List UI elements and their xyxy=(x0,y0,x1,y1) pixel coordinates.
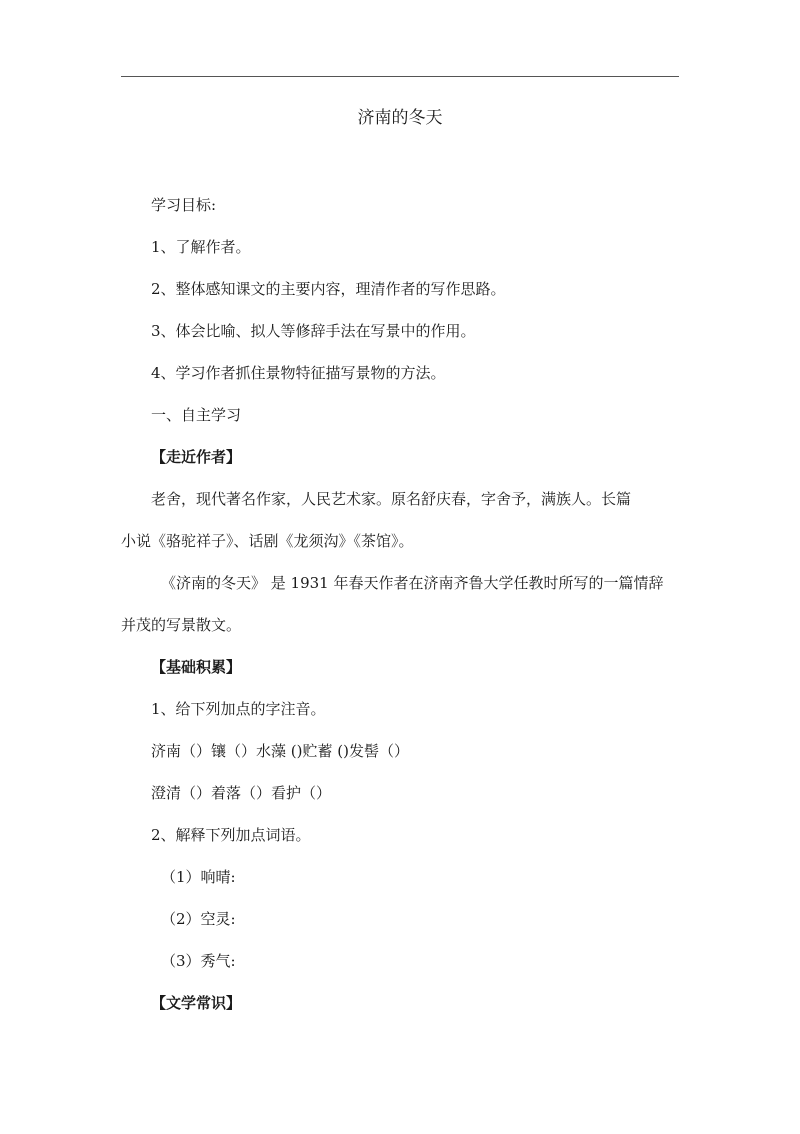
exercise-2-item-2: （2）空灵: xyxy=(161,910,236,928)
work-paragraph-line-1: 《济南的冬天》 是 1931 年春天作者在济南齐鲁大学任教时所写的一篇情辞 xyxy=(161,574,664,592)
header-rule xyxy=(121,76,679,77)
document-title: 济南的冬天 xyxy=(357,108,443,128)
exercise-2-item-3: （3）秀气: xyxy=(161,952,236,970)
author-paragraph-line-2: 小说《骆驼祥子》、话剧《龙须沟》《茶馆》。 xyxy=(121,532,414,550)
goal-item-2: 2、整体感知课文的主要内容，理清作者的写作思路。 xyxy=(151,280,506,298)
exercise-1-items-row-1: 济南（）镶（）水藻 ()贮蓄 ()发髻（） xyxy=(151,742,409,760)
work-paragraph-line-2: 并茂的写景散文。 xyxy=(121,616,242,634)
goal-item-4: 4、学习作者抓住景物特征描写景物的方法。 xyxy=(151,364,446,382)
subheading-author: 【走近作者】 xyxy=(151,448,242,466)
author-paragraph-line-1: 老舍，现代著名作家，人民艺术家。原名舒庆春，字舍予，满族人。长篇 xyxy=(151,490,632,508)
learning-goals-heading: 学习目标: xyxy=(151,196,217,214)
subheading-basics: 【基础积累】 xyxy=(151,658,242,676)
exercise-2-prompt: 2、解释下列加点词语。 xyxy=(151,826,311,844)
exercise-1-prompt: 1、给下列加点的字注音。 xyxy=(151,700,326,718)
section-heading-self-study: 一、自主学习 xyxy=(151,406,242,424)
goal-item-1: 1、了解作者。 xyxy=(151,238,251,256)
goal-item-3: 3、体会比喻、拟人等修辞手法在写景中的作用。 xyxy=(151,322,476,340)
subheading-literary-knowledge: 【文学常识】 xyxy=(151,994,242,1012)
exercise-1-items-row-2: 澄清（）着落（）看护（） xyxy=(151,784,332,802)
exercise-2-item-1: （1）响晴: xyxy=(161,868,236,886)
